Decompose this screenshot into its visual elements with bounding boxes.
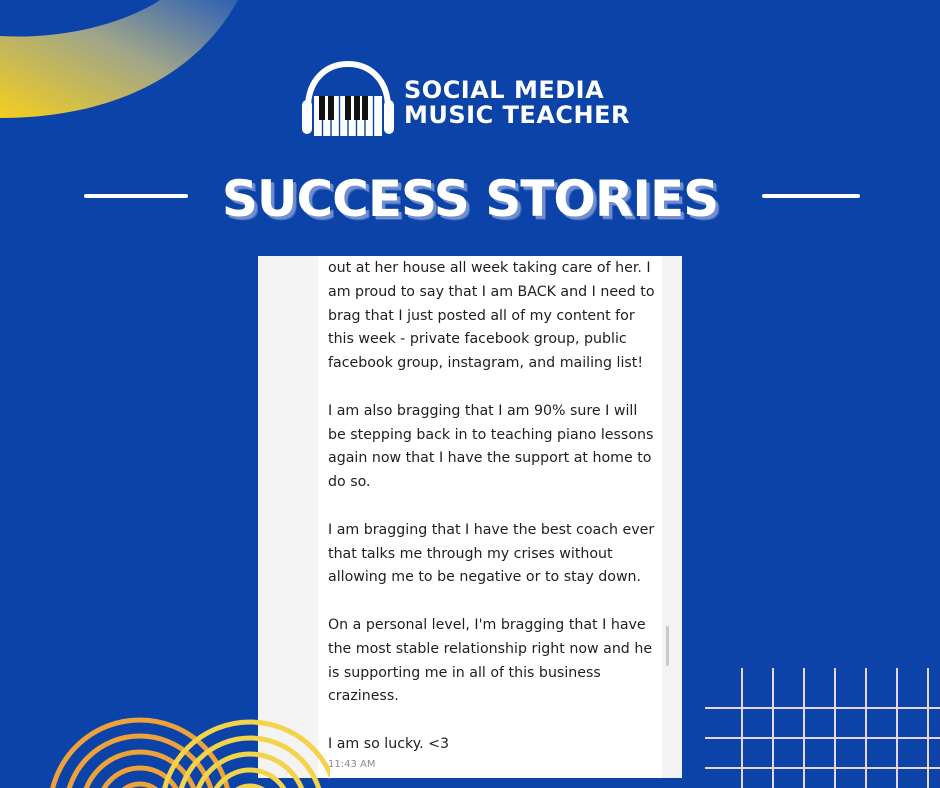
headline-rule-left <box>84 194 188 198</box>
message-paragraph: out at her house all week taking care of her. I am proud to say that I am BACK and I need to brag that I just posted all of my content for this week - private facebook group, public facebook group, instagram, and mailing list! <box>328 260 655 372</box>
grid-lines-decoration <box>705 668 940 788</box>
wave-arcs-decoration <box>30 700 330 788</box>
headphones-piano-icon <box>300 58 396 140</box>
brand-name <box>404 78 630 128</box>
headline-rule-right <box>762 194 860 198</box>
message-paragraph: I am so lucky. <3 <box>328 735 450 752</box>
message-text <box>328 257 658 778</box>
message-timestamp: 11:43 AM <box>328 759 376 770</box>
brand-logo <box>300 58 660 140</box>
scrollbar-thumb[interactable] <box>666 626 669 666</box>
yellow-swoosh-decoration <box>0 0 260 130</box>
message-paragraph: I am also bragging that I am 90% sure I will be stepping back in to teaching piano lessons again now that I have the support at home to do so. <box>328 402 654 491</box>
brand-line-1: SOCIAL MEDIA <box>404 76 605 104</box>
message-paragraph: On a personal level, I'm bragging that I have the most stable relationship right now and he is supporting me in all of this business craziness. <box>328 616 653 705</box>
brand-line-2: MUSIC TEACHER <box>404 101 630 129</box>
message-paragraph: I am bragging that I have the best coach ever that talks me through my crises without allowing me to be negative or to stay down. <box>328 521 655 586</box>
page-title: SUCCESS STORIES <box>221 170 719 228</box>
